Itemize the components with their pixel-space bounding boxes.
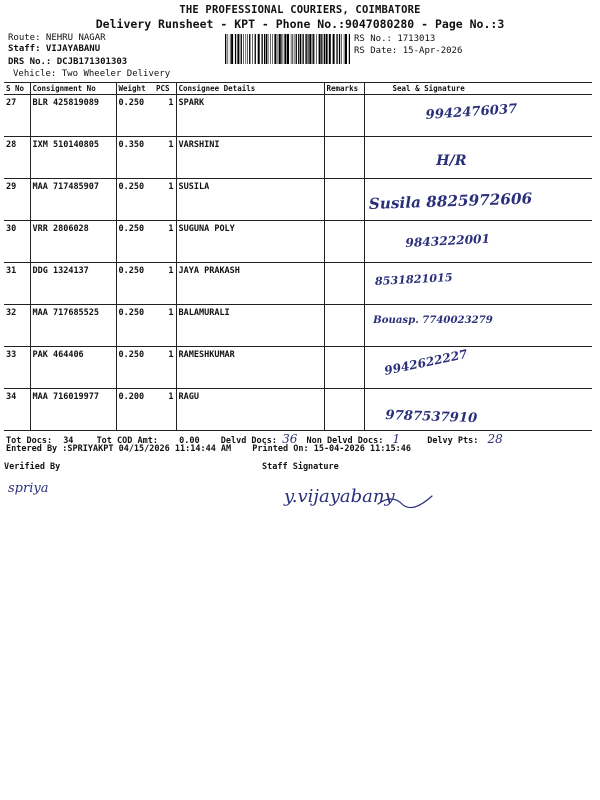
printed-on: Printed On: 15-04-2026 11:15:46 bbox=[252, 444, 411, 454]
consignee-cell: SPARK bbox=[176, 95, 324, 137]
barcode-bar bbox=[306, 34, 307, 64]
tot-cod-value: 0.00 bbox=[179, 436, 200, 446]
pcs-cell: 1 bbox=[154, 137, 176, 179]
barcode-bar bbox=[258, 34, 260, 64]
pcs-cell: 1 bbox=[154, 347, 176, 389]
handwritten-signature bbox=[365, 263, 593, 304]
handwritten-signature-text: 9787537910 bbox=[384, 408, 477, 427]
staff-signature-text: y.vijayabany bbox=[284, 486, 395, 507]
handwritten-signature bbox=[365, 179, 593, 220]
col-sno: S No bbox=[4, 83, 30, 95]
barcode-bar bbox=[247, 34, 248, 64]
table-row bbox=[4, 179, 592, 221]
weight-cell: 0.200 bbox=[116, 389, 154, 431]
handwritten-signature-text: Susila 8825972606 bbox=[368, 189, 532, 213]
table-row bbox=[4, 95, 592, 137]
handwritten-signature-text: Bouasp. 7740023279 bbox=[372, 315, 493, 326]
barcode-bar bbox=[230, 34, 231, 64]
barcode-bar bbox=[241, 34, 242, 64]
signature-cell bbox=[364, 263, 592, 305]
consignee-cell: BALAMURALI bbox=[176, 305, 324, 347]
remarks-cell bbox=[324, 263, 364, 305]
handwritten-signature-text: 9942476037 bbox=[424, 101, 518, 123]
sno-cell: 31 bbox=[4, 263, 30, 305]
barcode-bar bbox=[321, 34, 322, 64]
handwritten-signature-text: H/R bbox=[435, 153, 467, 169]
barcode-bar bbox=[339, 34, 340, 64]
staff-label: Staff: VIJAYABANU bbox=[8, 44, 101, 54]
weight-cell: 0.250 bbox=[116, 179, 154, 221]
barcode-bar bbox=[305, 34, 306, 64]
rs-date: RS Date: 15-Apr-2026 bbox=[354, 46, 463, 56]
barcode-bar bbox=[291, 34, 292, 64]
barcode-bar bbox=[281, 34, 282, 64]
sno-cell: 33 bbox=[4, 347, 30, 389]
consignment-cell: DDG 1324137 bbox=[30, 263, 116, 305]
col-weight: Weight bbox=[116, 83, 154, 95]
drs-number: DRS No.: DCJB171301303 bbox=[8, 57, 128, 67]
table-row bbox=[4, 305, 592, 347]
col-consignee: Consignee Details bbox=[176, 83, 324, 95]
table-row bbox=[4, 263, 592, 305]
pcs-cell: 1 bbox=[154, 305, 176, 347]
barcode-bar bbox=[296, 34, 297, 64]
barcode-bar bbox=[243, 34, 244, 64]
verified-by-label: Verified By bbox=[4, 462, 61, 472]
barcode-bar bbox=[252, 34, 253, 64]
delvy-pts-value: 28 bbox=[487, 432, 503, 446]
consignee-cell: RAGU bbox=[176, 389, 324, 431]
staff-signature bbox=[282, 474, 442, 514]
rs-number: RS No.: 1713013 bbox=[354, 34, 436, 44]
col-pcs: PCS bbox=[154, 83, 176, 95]
barcode-bar bbox=[333, 34, 335, 64]
runsheet-title: Delivery Runsheet - KPT - Phone No.:9047080280 - Page No.:3 bbox=[95, 17, 505, 31]
weight-cell: 0.250 bbox=[116, 305, 154, 347]
table-header-row bbox=[4, 83, 592, 95]
barcode-bar bbox=[308, 34, 309, 64]
route-label: Route: NEHRU NAGAR bbox=[8, 33, 106, 43]
barcode-bar bbox=[228, 34, 229, 64]
barcode-bar bbox=[344, 34, 345, 64]
delvy-pts-label: Delvy Pts: bbox=[427, 436, 479, 446]
weight-cell: 0.250 bbox=[116, 263, 154, 305]
barcode-bar bbox=[284, 34, 286, 64]
signature-cell bbox=[364, 221, 592, 263]
barcode-bar bbox=[249, 34, 250, 64]
handwritten-signature-text: 9843222001 bbox=[404, 231, 490, 250]
tot-docs-label: Tot Docs: bbox=[6, 436, 53, 446]
barcode-bar bbox=[319, 34, 321, 64]
barcode-bar bbox=[231, 34, 233, 64]
entered-by: Entered By :SPRIYAKPT 04/15/2026 11:14:44 AM bbox=[6, 444, 232, 454]
consignment-cell: BLR 425819089 bbox=[30, 95, 116, 137]
barcode-bar bbox=[313, 34, 314, 64]
sno-cell: 29 bbox=[4, 179, 30, 221]
barcode-bar bbox=[345, 34, 347, 64]
barcode-bar bbox=[300, 34, 301, 64]
sno-cell: 34 bbox=[4, 389, 30, 431]
sno-cell: 27 bbox=[4, 95, 30, 137]
handwritten-signature bbox=[365, 305, 593, 346]
tot-docs-value: 34 bbox=[63, 436, 74, 446]
barcode-bar bbox=[283, 34, 284, 64]
barcode-bar bbox=[341, 34, 342, 64]
weight-cell: 0.250 bbox=[116, 347, 154, 389]
remarks-cell bbox=[324, 389, 364, 431]
col-consignment: Consignment No bbox=[30, 83, 116, 95]
weight-cell: 0.250 bbox=[116, 221, 154, 263]
non-delvd-value: 1 bbox=[392, 432, 401, 446]
verified-signature-text: spriya bbox=[8, 481, 49, 496]
handwritten-signature bbox=[365, 95, 593, 136]
barcode-image bbox=[225, 34, 350, 64]
barcode-bar bbox=[270, 34, 271, 64]
barcode-bar bbox=[235, 34, 236, 64]
weight-cell: 0.350 bbox=[116, 137, 154, 179]
staff-signature-label: Staff Signature bbox=[262, 462, 339, 472]
handwritten-signature bbox=[365, 389, 593, 430]
pcs-cell: 1 bbox=[154, 95, 176, 137]
consignment-cell: MAA 716019977 bbox=[30, 389, 116, 431]
barcode-bar bbox=[294, 34, 295, 64]
barcode-bar bbox=[272, 34, 273, 64]
handwritten-signature bbox=[365, 347, 593, 388]
col-seal-signature: Seal & Signature bbox=[364, 83, 592, 95]
barcode-bar bbox=[225, 34, 226, 64]
barcode-bar bbox=[349, 34, 350, 64]
barcode-bar bbox=[255, 34, 256, 64]
barcode-bar bbox=[303, 34, 304, 64]
barcode-bar bbox=[274, 34, 276, 64]
barcode-bar bbox=[326, 34, 328, 64]
table-row bbox=[4, 389, 592, 431]
remarks-cell bbox=[324, 95, 364, 137]
barcode-bar bbox=[336, 34, 337, 64]
barcode-bar bbox=[316, 34, 317, 64]
remarks-cell bbox=[324, 347, 364, 389]
delvd-docs-value: 36 bbox=[282, 432, 298, 446]
runsheet-table bbox=[4, 82, 592, 431]
consignee-cell: SUGUNA POLY bbox=[176, 221, 324, 263]
company-title: THE PROFESSIONAL COURIERS, COIMBATORE bbox=[179, 4, 421, 16]
handwritten-signature-text: 8531821015 bbox=[374, 271, 453, 288]
signature-cell bbox=[364, 389, 592, 431]
sno-cell: 30 bbox=[4, 221, 30, 263]
barcode-bar bbox=[287, 34, 289, 64]
entered-line bbox=[6, 444, 411, 454]
pcs-cell: 1 bbox=[154, 179, 176, 221]
consignment-cell: MAA 717485907 bbox=[30, 179, 116, 221]
consignee-cell: JAYA PRAKASH bbox=[176, 263, 324, 305]
consignment-cell: PAK 464406 bbox=[30, 347, 116, 389]
table-row bbox=[4, 221, 592, 263]
barcode-bar bbox=[268, 34, 269, 64]
consignee-cell: SUSILA bbox=[176, 179, 324, 221]
barcode-bar bbox=[264, 34, 265, 64]
barcode-bar bbox=[262, 34, 263, 64]
barcode-bar bbox=[279, 34, 281, 64]
col-remarks: Remarks bbox=[324, 83, 364, 95]
consignee-cell: VARSHINI bbox=[176, 137, 324, 179]
barcode-bar bbox=[278, 34, 279, 64]
barcode-bar bbox=[324, 34, 325, 64]
remarks-cell bbox=[324, 221, 364, 263]
remarks-cell bbox=[324, 305, 364, 347]
signature-cell bbox=[364, 347, 592, 389]
pcs-cell: 1 bbox=[154, 263, 176, 305]
barcode-bar bbox=[237, 34, 239, 64]
remarks-cell bbox=[324, 137, 364, 179]
table-row bbox=[4, 347, 592, 389]
vehicle-label: Vehicle: Two Wheeler Delivery bbox=[13, 69, 171, 79]
consignee-cell: RAMESHKUMAR bbox=[176, 347, 324, 389]
pcs-cell: 1 bbox=[154, 389, 176, 431]
barcode-bar bbox=[292, 34, 293, 64]
signature-cell bbox=[364, 305, 592, 347]
remarks-cell bbox=[324, 179, 364, 221]
signature-cell bbox=[364, 179, 592, 221]
tot-cod-label: Tot COD Amt: bbox=[96, 436, 158, 446]
sno-cell: 28 bbox=[4, 137, 30, 179]
non-delvd-label: Non Delvd Docs: bbox=[306, 436, 384, 446]
sno-cell: 32 bbox=[4, 305, 30, 347]
barcode-bar bbox=[312, 34, 313, 64]
handwritten-signature bbox=[365, 221, 593, 262]
barcode-bar bbox=[266, 34, 267, 64]
delvd-docs-label: Delvd Docs: bbox=[220, 436, 278, 446]
signature-cell bbox=[364, 137, 592, 179]
consignment-cell: MAA 717685525 bbox=[30, 305, 116, 347]
handwritten-signature-text: 9942622227 bbox=[382, 346, 469, 378]
barcode-bar bbox=[309, 34, 311, 64]
handwritten-signature bbox=[365, 137, 593, 178]
consignment-cell: VRR 2806028 bbox=[30, 221, 116, 263]
signature-cell bbox=[364, 95, 592, 137]
barcode-bar bbox=[329, 34, 331, 64]
table-row bbox=[4, 137, 592, 179]
pcs-cell: 1 bbox=[154, 221, 176, 263]
verified-signature bbox=[6, 474, 76, 500]
consignment-cell: IXM 510140805 bbox=[30, 137, 116, 179]
barcode-bar bbox=[298, 34, 299, 64]
barcode-bar bbox=[246, 34, 247, 64]
weight-cell: 0.250 bbox=[116, 95, 154, 137]
